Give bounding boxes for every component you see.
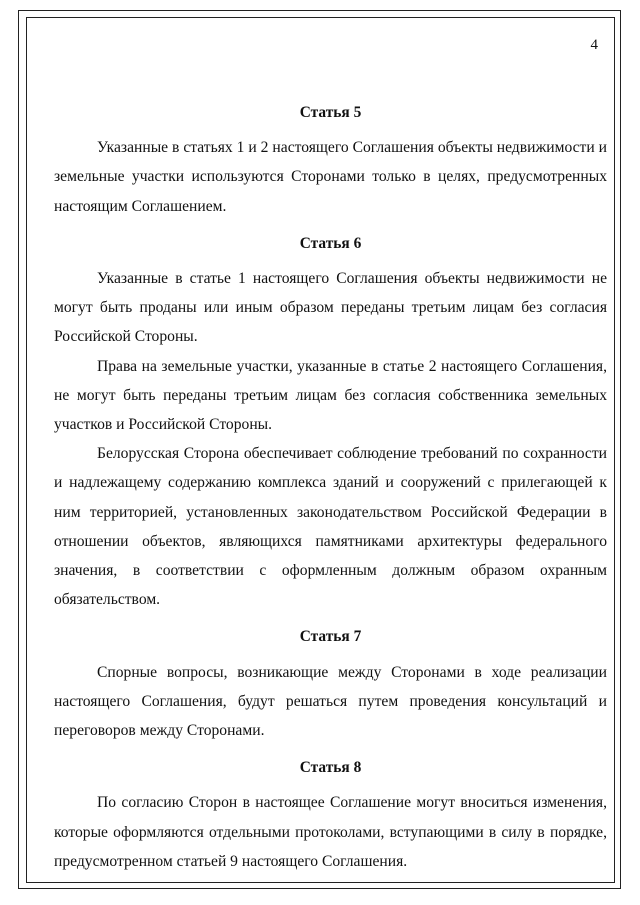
paragraph: Указанные в статьях 1 и 2 настоящего Соглашения объекты недвижимости и земельные участки используются Сторонами только в целях, предусмотренных настоящим Соглашением.: [54, 139, 607, 215]
article-heading: Статья 7: [299, 628, 362, 646]
article-heading: Статья 8: [299, 759, 362, 777]
paragraph: Права на земельные участки, указанные в статье 2 настоящего Соглашения, не могут быть переданы третьим лицам без согласия собственника земельных участков и Российской Стороны.: [54, 357, 607, 434]
paragraph: По согласию Сторон в настоящее Соглашение могут вноситься изменения, которые оформляются отдельными протоколами, вступающими в силу в порядке, предусмотренном статьей 9 настоящего Соглашения.: [54, 794, 607, 870]
paragraph: Спорные вопросы, возникающие между Сторонами в ходе реализации настоящего Соглашения, будут решаться путем проведения консультаций и переговоров между Сторонами.: [54, 663, 607, 740]
article-heading: Статья 5: [299, 104, 362, 121]
paragraph: Указанные в статье 1 настоящего Соглашения объекты недвижимости не могут быть проданы или иным образом переданы третьим лицам без согласия Российской Стороны.: [54, 270, 607, 346]
page-number: 4: [590, 37, 598, 53]
article-7: [54, 622, 607, 745]
article-5: [54, 98, 607, 221]
article-6: [54, 229, 607, 615]
document-body: [54, 98, 607, 876]
article-heading: Статья 6: [299, 234, 362, 252]
article-8: [54, 753, 607, 876]
paragraph: Белорусская Сторона обеспечивает соблюдение требований по сохранности и надлежащему содержанию комплекса зданий и сооружений с прилегающей к ним территорией, установленных законодательством Российской Федерации в отношении объектов, являющихся памятниками архитектуры федерального значения, в соответствии с оформленным должным образом охранным обязательством.: [54, 445, 607, 609]
